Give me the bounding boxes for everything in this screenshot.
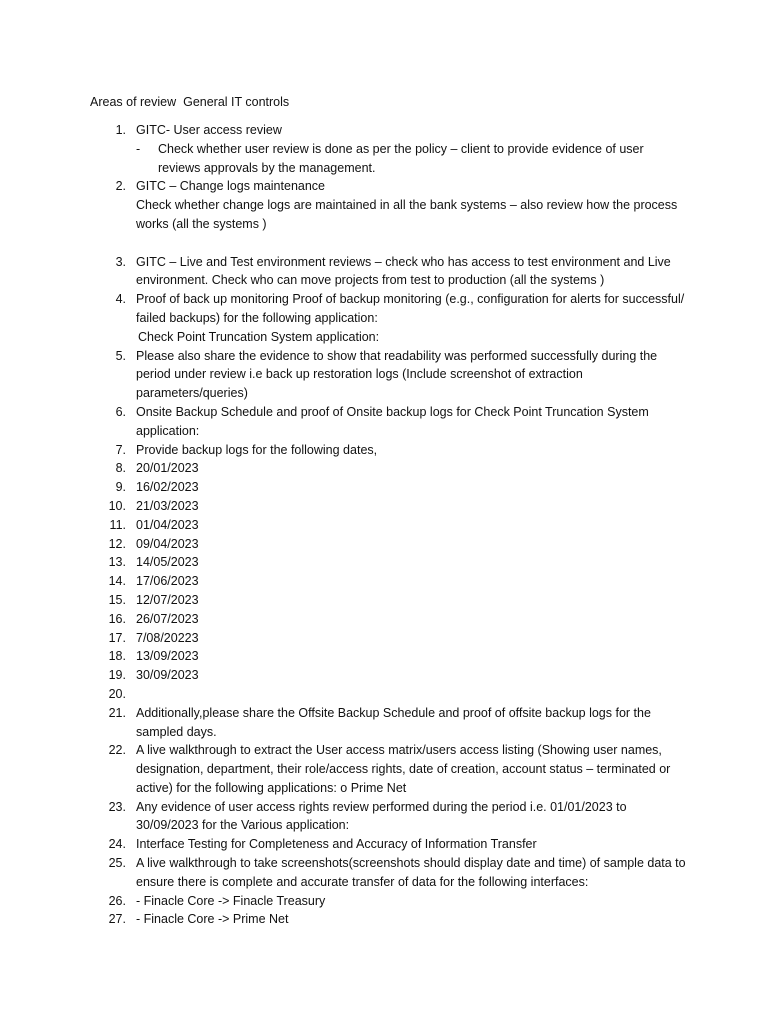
item-number: 6. xyxy=(115,404,126,419)
item-text: Any evidence of user access rights review performed during the period i.e. 01/01/2023 to 30/09/2023 for the Various application: xyxy=(136,799,627,833)
item-number: 14. xyxy=(108,574,126,589)
list-item-20 xyxy=(0,685,686,704)
review-list xyxy=(0,121,768,929)
list-item-18 xyxy=(0,647,686,666)
item-number: 25. xyxy=(108,856,126,871)
list-item-10 xyxy=(0,497,686,516)
sub-bullet-text: Check whether user review is done as per the policy – client to provide evidence of user reviews approvals by the management. xyxy=(158,141,644,175)
list-item-11 xyxy=(0,516,686,535)
item-number: 26. xyxy=(108,893,126,908)
item-number: 8. xyxy=(115,461,126,476)
item-text: 17/06/2023 xyxy=(136,574,199,589)
item-number: 22. xyxy=(108,743,126,758)
item-number: 23. xyxy=(108,799,126,814)
item-number: 10. xyxy=(108,498,126,513)
document-title: Areas of review General IT controls xyxy=(90,95,290,109)
list-item-14 xyxy=(0,572,686,591)
item-text: A live walkthrough to extract the User access matrix/users access listing (Showing user names, designation, department, their role/access rights, date of creation, account status – terminated or active) for the following applications: o Prime Net xyxy=(136,743,671,795)
item-text: GITC – Change logs maintenance xyxy=(136,179,325,194)
remaining-items xyxy=(0,441,768,930)
list-item-22 xyxy=(0,741,686,797)
item-number: 18. xyxy=(108,649,126,664)
item-number: 20. xyxy=(108,686,126,701)
list-item-6 xyxy=(0,403,686,441)
list-item-12 xyxy=(0,535,686,554)
item-text xyxy=(136,685,686,704)
list-item-1 xyxy=(0,121,686,177)
item-text: 13/09/2023 xyxy=(136,649,199,664)
item-text: Interface Testing for Completeness and Accuracy of Information Transfer xyxy=(136,837,537,852)
item-text: A live walkthrough to take screenshots(screenshots should display date and time) of sample data to ensure there is complete and accurate transfer of data for the following interfaces: xyxy=(136,856,686,889)
list-item-13 xyxy=(0,553,686,572)
list-item-24 xyxy=(0,835,686,854)
item-number: 13. xyxy=(108,555,126,570)
item-text: 7/08/20223 xyxy=(136,630,199,645)
item-text: 20/01/2023 xyxy=(136,461,199,476)
list-item-5 xyxy=(0,347,686,403)
item-number: 7. xyxy=(115,442,126,457)
item-note: Check whether change logs are maintained in all the bank systems – also review how the process works (all the systems ) xyxy=(136,198,678,231)
item-number: 4. xyxy=(115,292,126,307)
list-item-2 xyxy=(0,177,686,233)
list-item-3 xyxy=(0,253,686,291)
item-text: 01/04/2023 xyxy=(136,517,199,532)
item-text: Onsite Backup Schedule and proof of Onsite backup logs for Check Point Truncation System application: xyxy=(136,404,649,438)
item-text: 09/04/2023 xyxy=(136,536,199,551)
item-number: 11. xyxy=(109,517,126,532)
item-text: Please also share the evidence to show that readability was performed successfully during the period under review i.e back up restoration logs (Include screenshot of extraction parameters/queries) xyxy=(136,348,658,401)
item-number: 12. xyxy=(108,536,126,551)
item-number: 1. xyxy=(115,123,126,137)
item-text: 21/03/2023 xyxy=(136,498,199,513)
item-text: Provide backup logs for the following dates, xyxy=(136,442,378,457)
list-item-19 xyxy=(0,666,686,685)
list-item-25 xyxy=(0,854,686,892)
item-text: Proof of back up monitoring Proof of backup monitoring (e.g., configuration for alerts for successful/ failed backups) for the following application: xyxy=(136,292,685,325)
item-number: 2. xyxy=(115,179,126,194)
item-number: 24. xyxy=(108,837,126,852)
item-text: 12/07/2023 xyxy=(136,592,199,607)
sub-bullet xyxy=(136,140,686,178)
list-item-4 xyxy=(0,290,686,346)
list-item-15 xyxy=(0,591,686,610)
item-number: 15. xyxy=(108,592,126,607)
item-text: 26/07/2023 xyxy=(136,611,199,626)
item-text: - Finacle Core -> Finacle Treasury xyxy=(136,893,326,908)
item-note: Check Point Truncation System application: xyxy=(138,329,380,344)
list-item-26 xyxy=(0,892,686,911)
list-item-7 xyxy=(0,441,686,460)
item-number: 27. xyxy=(108,912,126,927)
list-item-17 xyxy=(0,629,686,648)
item-text: - Finacle Core -> Prime Net xyxy=(136,912,289,927)
item-text: 30/09/2023 xyxy=(136,668,199,683)
list-item-27 xyxy=(0,910,686,929)
item-text: 14/05/2023 xyxy=(136,555,199,570)
item-text: GITC – Live and Test environment reviews – check who has access to test environment and Live environment. Check who can move projects from test to production (all the systems ) xyxy=(136,254,671,288)
item-number: 19. xyxy=(108,668,126,683)
bullet-dash: - xyxy=(136,141,141,156)
item-text: 16/02/2023 xyxy=(136,480,199,495)
list-item-9 xyxy=(0,478,686,497)
item-number: 5. xyxy=(115,348,126,363)
list-item-16 xyxy=(0,610,686,629)
item-text: GITC- User access review xyxy=(136,123,282,137)
list-item-8 xyxy=(0,459,686,478)
item-number: 3. xyxy=(115,254,126,269)
list-item-23 xyxy=(0,798,686,836)
item-text: Additionally,please share the Offsite Backup Schedule and proof of offsite backup logs for the sampled days. xyxy=(136,705,651,739)
item-number: 17. xyxy=(108,630,126,645)
item-number: 9. xyxy=(115,480,126,495)
list-item-21 xyxy=(0,704,686,742)
item-number: 16. xyxy=(108,611,126,626)
item-number: 21. xyxy=(108,705,126,720)
blank-line xyxy=(0,234,768,253)
